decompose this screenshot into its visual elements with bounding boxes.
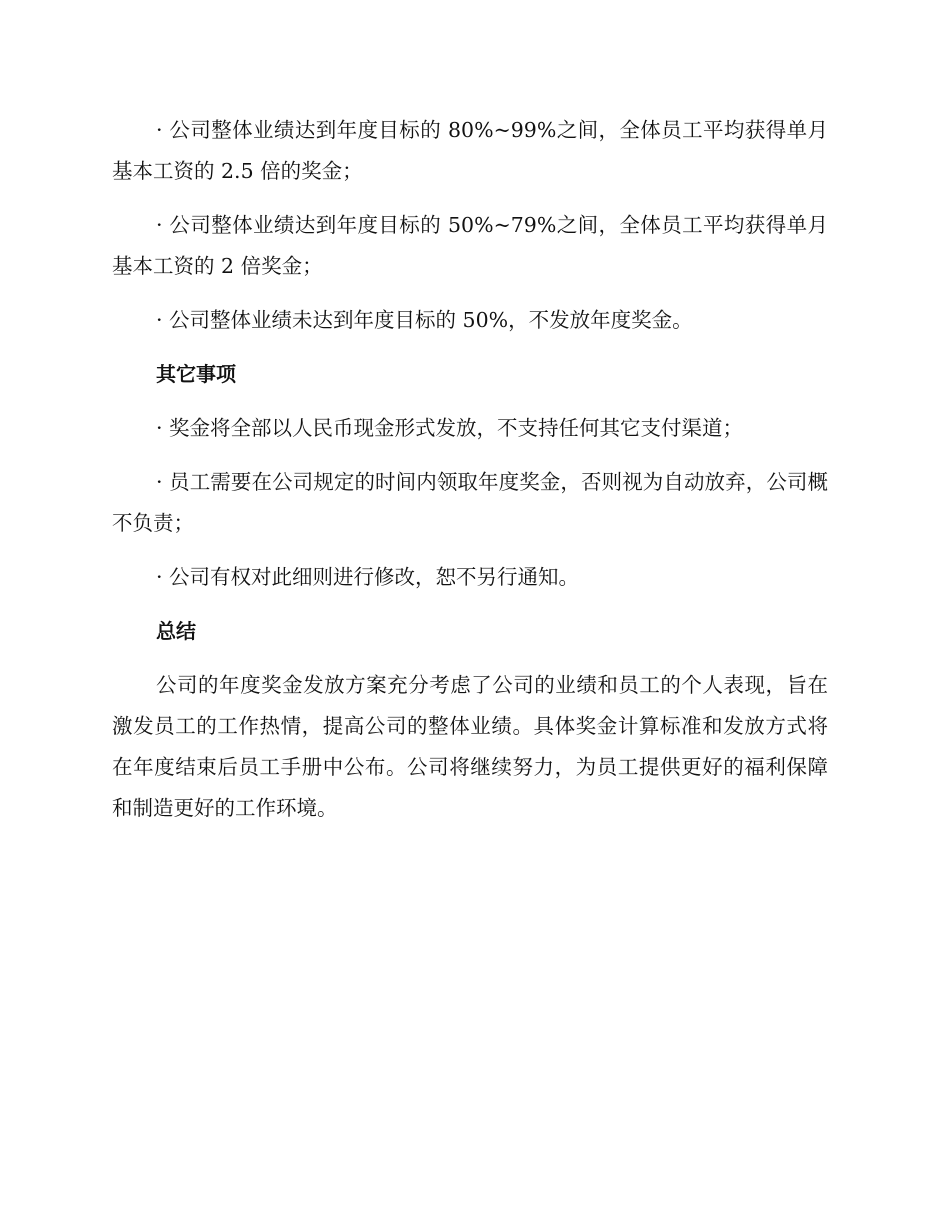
section-heading-summary: 总结 [156, 619, 196, 643]
document-body [112, 110, 828, 842]
other-matters-item: · 公司有权对此细则进行修改，恕不另行通知。 [156, 565, 580, 589]
other-matters-item: · 员工需要在公司规定的时间内领取年度奖金，否则视为自动放弃，公司概不负责； [112, 470, 828, 535]
other-matters-item: · 奖金将全部以人民币现金形式发放，不支持任何其它支付渠道； [156, 416, 744, 440]
summary-paragraph: 公司的年度奖金发放方案充分考虑了公司的业绩和员工的个人表现，旨在激发员工的工作热情，提高公司的整体业绩。具体奖金计算标准和发放方式将在年度结束后员工手册中公布。公司将继续努力，为员工提供更好的福利保障和制造更好的工作环境。 [112, 673, 828, 820]
bonus-tier-item: · 公司整体业绩未达到年度目标的 50%，不发放年度奖金。 [156, 308, 693, 332]
section-heading-other-matters: 其它事项 [156, 362, 236, 386]
bonus-tier-item: · 公司整体业绩达到年度目标的 50%~79%之间，全体员工平均获得单月基本工资的 2 倍奖金； [112, 213, 828, 278]
bonus-tier-item: · 公司整体业绩达到年度目标的 80%~99%之间，全体员工平均获得单月基本工资的 2.5 倍的奖金； [112, 118, 828, 183]
